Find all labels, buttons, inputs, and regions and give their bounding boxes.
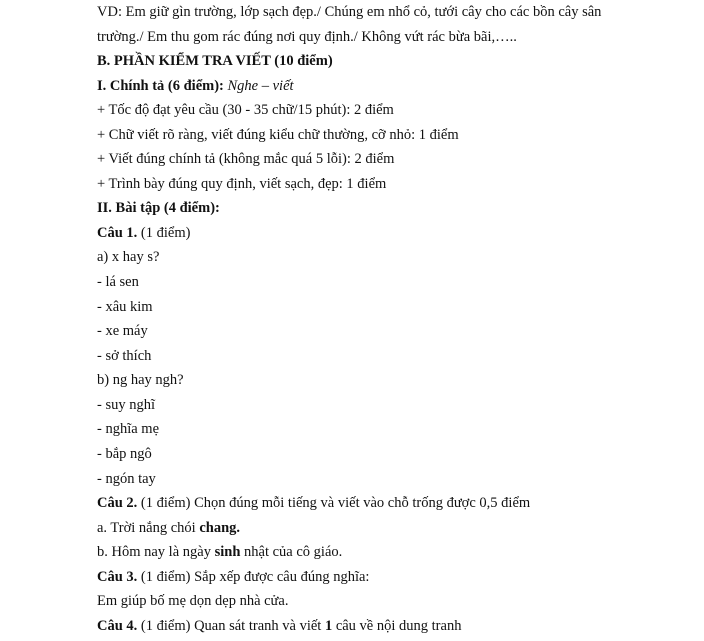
question-2-answer-a xyxy=(97,519,240,537)
answer-item: - ngón tay xyxy=(97,471,156,487)
section-i-note: Nghe – viết xyxy=(223,78,294,94)
part-b-heading: b) ng hay ngh? xyxy=(97,372,184,388)
question-4-heading xyxy=(97,617,461,635)
question-4-text-end: câu về nội dung tranh xyxy=(332,618,462,634)
example-line-2: trường./ Em thu gom rác đúng nơi quy định./ Không vứt rác bừa bãi,….. xyxy=(97,29,517,45)
answer-text: b. Hôm nay là ngày xyxy=(97,544,215,560)
question-2-heading xyxy=(97,494,530,512)
answer-item: - bắp ngô xyxy=(97,446,152,462)
criteria-speed: + Tốc độ đạt yêu cầu (30 - 35 chữ/15 phút): 2 điểm xyxy=(97,102,394,118)
question-3-heading xyxy=(97,568,369,586)
criteria-spelling: + Viết đúng chính tả (không mắc quá 5 lỗi): 2 điểm xyxy=(97,151,395,167)
answer-item: - xâu kim xyxy=(97,299,153,315)
answer-word: chang. xyxy=(199,520,241,536)
answer-item: - sở thích xyxy=(97,348,152,364)
question-1-points: (1 điểm) xyxy=(137,225,191,241)
question-3-text: (1 điểm) Sắp xếp được câu đúng nghĩa: xyxy=(137,569,370,585)
question-4-text: (1 điểm) Quan sát tranh và viết xyxy=(137,618,325,634)
part-a-heading: a) x hay s? xyxy=(97,249,160,265)
section-ii-heading: II. Bài tập (4 điểm): xyxy=(97,200,220,216)
question-2-answer-b xyxy=(97,543,342,561)
answer-item: - lá sen xyxy=(97,274,139,290)
answer-item: - xe máy xyxy=(97,323,148,339)
example-line-1: VD: Em giữ gìn trường, lớp sạch đẹp./ Chúng em nhổ cỏ, tưới cây cho các bồn cây sân xyxy=(97,4,602,20)
question-4-label: Câu 4. xyxy=(97,618,138,634)
criteria-handwriting: + Chữ viết rõ ràng, viết đúng kiểu chữ thường, cỡ nhỏ: 1 điểm xyxy=(97,127,459,143)
section-b-heading: B. PHẦN KIỂM TRA VIẾT (10 điểm) xyxy=(97,53,333,69)
section-i-heading xyxy=(97,77,294,95)
section-i-title: I. Chính tả (6 điểm): xyxy=(97,78,224,94)
answer-item: - nghĩa mẹ xyxy=(97,421,160,437)
answer-text: nhật của cô giáo. xyxy=(240,544,343,560)
answer-word: sinh xyxy=(214,544,241,560)
answer-text: a. Trời nắng chói xyxy=(97,520,200,536)
question-1-heading xyxy=(97,224,190,242)
question-3-label: Câu 3. xyxy=(97,569,138,585)
question-1-label: Câu 1. xyxy=(97,225,138,241)
question-2-text: (1 điểm) Chọn đúng mỗi tiếng và viết vào chỗ trống được 0,5 điểm xyxy=(137,495,531,511)
question-4-count: 1 xyxy=(324,618,333,634)
criteria-presentation: + Trình bày đúng quy định, viết sạch, đẹp: 1 điểm xyxy=(97,176,387,192)
question-2-label: Câu 2. xyxy=(97,495,138,511)
answer-item: - suy nghĩ xyxy=(97,397,155,413)
question-3-answer: Em giúp bố mẹ dọn dẹp nhà cửa. xyxy=(97,593,289,609)
